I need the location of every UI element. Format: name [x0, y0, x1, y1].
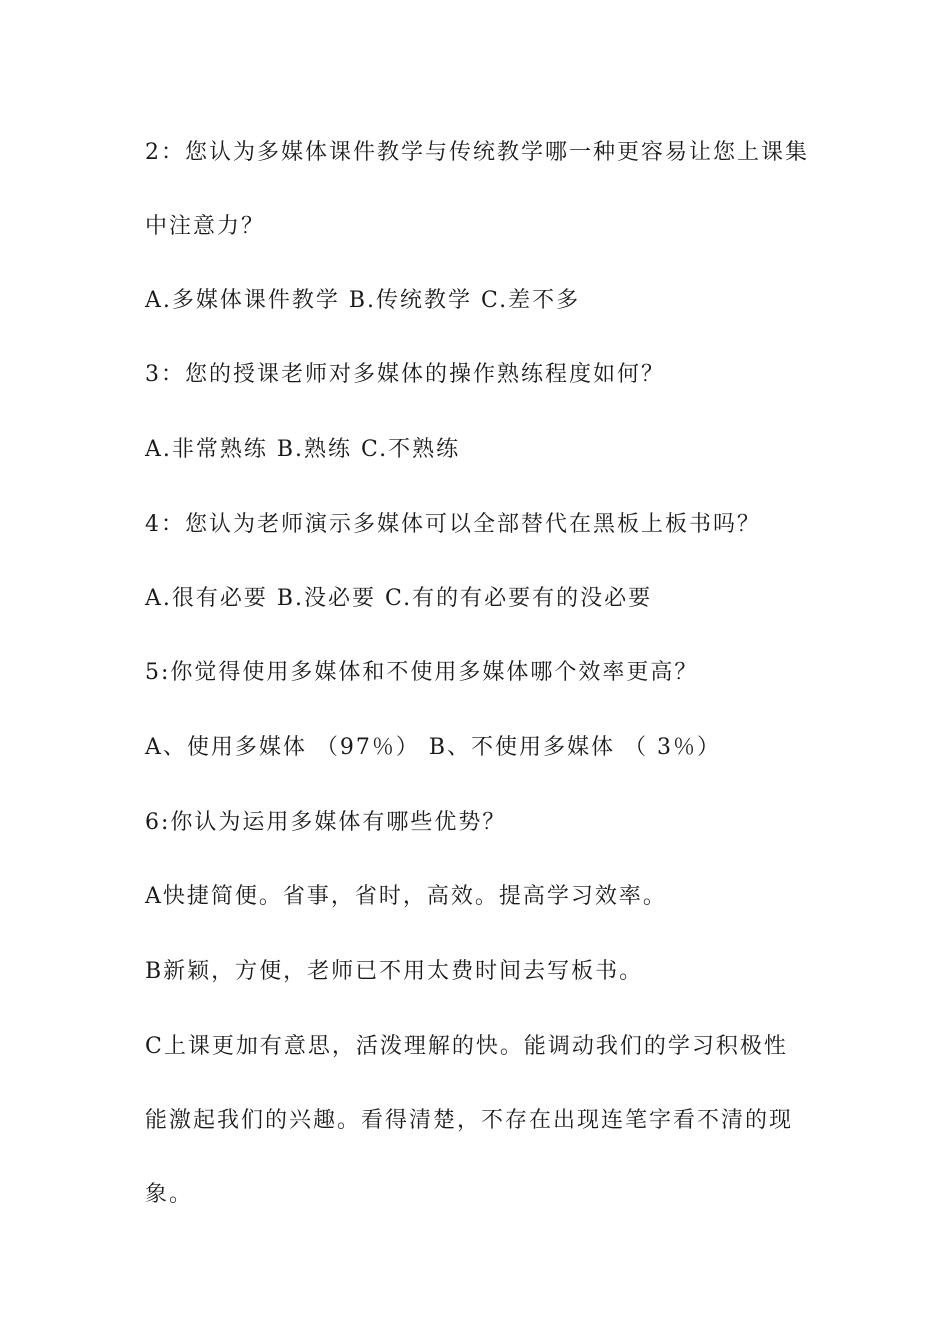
- question-5-results: A、使用多媒体 （97％） B、不使用多媒体 （ 3％）: [145, 735, 722, 760]
- question-3: 3：您的授课老师对多媒体的操作熟练程度如何？: [145, 362, 665, 387]
- question-6-answer-a: A快捷简便。省事，省时，高效。提高学习效率。: [145, 884, 667, 909]
- question-6-answer-c-line-2: 能激起我们的兴趣。看得清楚，不存在出现连笔字看不清的现: [145, 1108, 794, 1133]
- question-6-answer-b: B新颖，方便，老师已不用太费时间去写板书。: [145, 959, 644, 984]
- question-5: 5:你觉得使用多媒体和不使用多媒体哪个效率更高？: [145, 660, 699, 685]
- question-6-answer-c-line-1: C上课更加有意思，活泼理解的快。能调动我们的学习积极性: [145, 1034, 788, 1059]
- question-3-options: A.非常熟练 B.熟练 C.不熟练: [145, 437, 461, 462]
- question-2-options: A.多媒体课件教学 B.传统教学 C.差不多: [145, 288, 581, 313]
- question-4: 4：您认为老师演示多媒体可以全部替代在黑板上板书吗？: [145, 512, 761, 537]
- question-2-line-2: 中注意力？: [145, 214, 266, 239]
- question-6-answer-c-line-3: 象。: [145, 1182, 194, 1207]
- question-6: 6:你认为运用多媒体有哪些优势？: [145, 810, 507, 835]
- question-2-line-1: 2：您认为多媒体课件教学与传统教学哪一种更容易让您上课集: [145, 140, 809, 165]
- question-4-options: A.很有必要 B.没必要 C.有的有必要有的没必要: [145, 586, 653, 611]
